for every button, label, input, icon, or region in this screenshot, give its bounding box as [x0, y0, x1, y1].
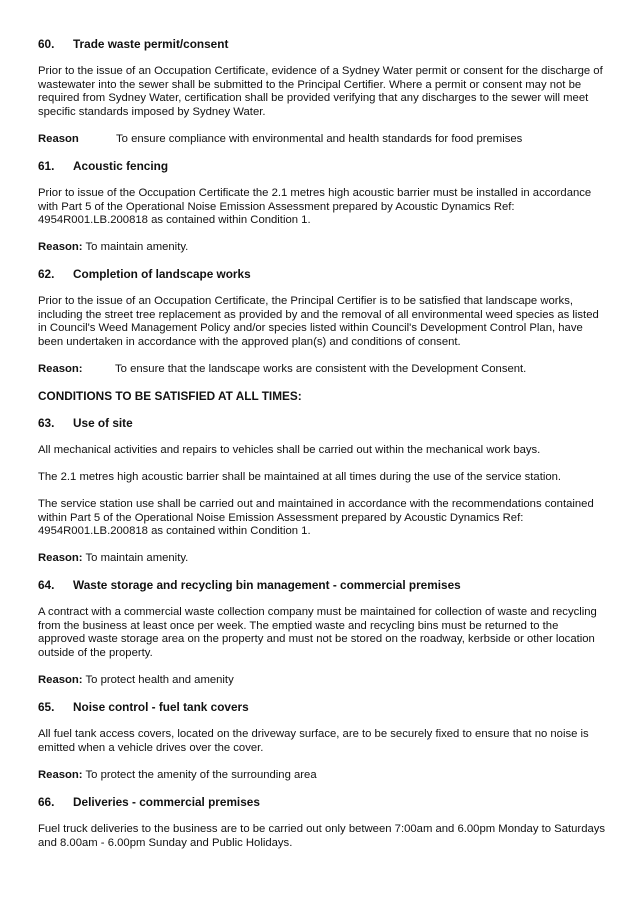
reason-text: To protect the amenity of the surrounding area	[85, 769, 317, 781]
condition-62-reason	[38, 363, 608, 377]
condition-62-heading	[38, 268, 608, 282]
condition-title: Use of site	[73, 416, 133, 430]
condition-66-paragraph: Fuel truck deliveries to the business are to be carried out only between 7:00am and 6.00pm Monday to Saturdays and 8.00am - 6.00pm Sunday and Public Holidays.	[38, 823, 606, 849]
condition-61-heading	[38, 160, 608, 174]
condition-60-reason	[38, 133, 608, 147]
condition-number: 63.	[38, 416, 55, 430]
reason-label: Reason	[38, 133, 79, 145]
reason-label: Reason:	[38, 769, 83, 781]
reason-label: Reason:	[38, 552, 83, 564]
condition-number: 65.	[38, 700, 55, 714]
section-heading: CONDITIONS TO BE SATISFIED AT ALL TIMES:	[38, 389, 302, 403]
reason-label: Reason:	[38, 674, 83, 686]
condition-62-paragraph: Prior to the issue of an Occupation Certificate, the Principal Certifier is to be satisfied that landscape works, including the street tree replacement as provided by and the removal of all environmental weed species as listed in Council's Weed Management Policy and/or species listed within Council's Development Control Plan, have been undertaken in accordance with the approved plan(s) and conditions of consent.	[38, 295, 599, 348]
condition-65-heading	[38, 701, 608, 715]
condition-63-heading	[38, 417, 608, 431]
condition-63-paragraph-1: All mechanical activities and repairs to vehicles shall be carried out within the mechanical work bays.	[38, 444, 541, 456]
condition-title: Acoustic fencing	[73, 159, 169, 173]
condition-64-heading	[38, 579, 608, 593]
reason-text: To maintain amenity.	[85, 552, 189, 564]
condition-title: Trade waste permit/consent	[73, 37, 229, 51]
condition-63-paragraph-2: The 2.1 metres high acoustic barrier shall be maintained at all times during the use of the service station.	[38, 471, 562, 483]
condition-title: Completion of landscape works	[73, 267, 251, 281]
condition-64-reason	[38, 674, 608, 688]
condition-title: Waste storage and recycling bin management - commercial premises	[73, 578, 461, 592]
reason-text: To ensure that the landscape works are consistent with the Development Consent.	[115, 363, 527, 375]
condition-64-paragraph: A contract with a commercial waste collection company must be maintained for collection of waste and recycling from the business at least once per week. The emptied waste and recycling bins must be returned to the approved waste storage area on the property and must not be stored on the roadway, kerbside or other location outside of the property.	[38, 606, 597, 659]
reason-label: Reason:	[38, 363, 83, 375]
condition-65-paragraph: All fuel tank access covers, located on the driveway surface, are to be securely fixed to ensure that no noise is emitted when a vehicle drives over the cover.	[38, 728, 589, 754]
condition-title: Deliveries - commercial premises	[73, 795, 260, 809]
condition-65-reason	[38, 769, 608, 783]
condition-number: 62.	[38, 267, 55, 281]
condition-number: 61.	[38, 159, 55, 173]
condition-number: 60.	[38, 37, 55, 51]
condition-number: 64.	[38, 578, 55, 592]
condition-60-paragraph: Prior to the issue of an Occupation Certificate, evidence of a Sydney Water permit or consent for the discharge of wastewater into the sewer shall be submitted to the Principal Certifier. Where a permit or consent may not be required from Sydney Water, certification shall be provided verifying that any discharges to the sewer will meet specific standards imposed by Sydney Water.	[38, 65, 603, 118]
condition-title: Noise control - fuel tank covers	[73, 700, 249, 714]
condition-63-reason	[38, 552, 608, 566]
condition-number: 66.	[38, 795, 55, 809]
condition-60-heading	[38, 38, 608, 52]
reason-text: To protect health and amenity	[85, 674, 234, 686]
reason-text: To maintain amenity.	[85, 241, 189, 253]
condition-61-paragraph: Prior to issue of the Occupation Certificate the 2.1 metres high acoustic barrier must be installed in accordance with Part 5 of the Operational Noise Emission Assessment prepared by Acoustic Dynamics Ref: 4954R001.LB.200818 as contained within Condition 1.	[38, 187, 592, 227]
condition-63-paragraph-3: The service station use shall be carried out and maintained in accordance with the recommendations contained within Part 5 of the Operational Noise Emission Assessment prepared by Acoustic Dynamics Ref: 4954R001.LB.200818 as contained within Condition 1.	[38, 498, 594, 538]
condition-61-reason	[38, 241, 608, 255]
condition-66-heading	[38, 796, 608, 810]
reason-label: Reason:	[38, 241, 83, 253]
reason-text: To ensure compliance with environmental and health standards for food premises	[116, 133, 523, 145]
